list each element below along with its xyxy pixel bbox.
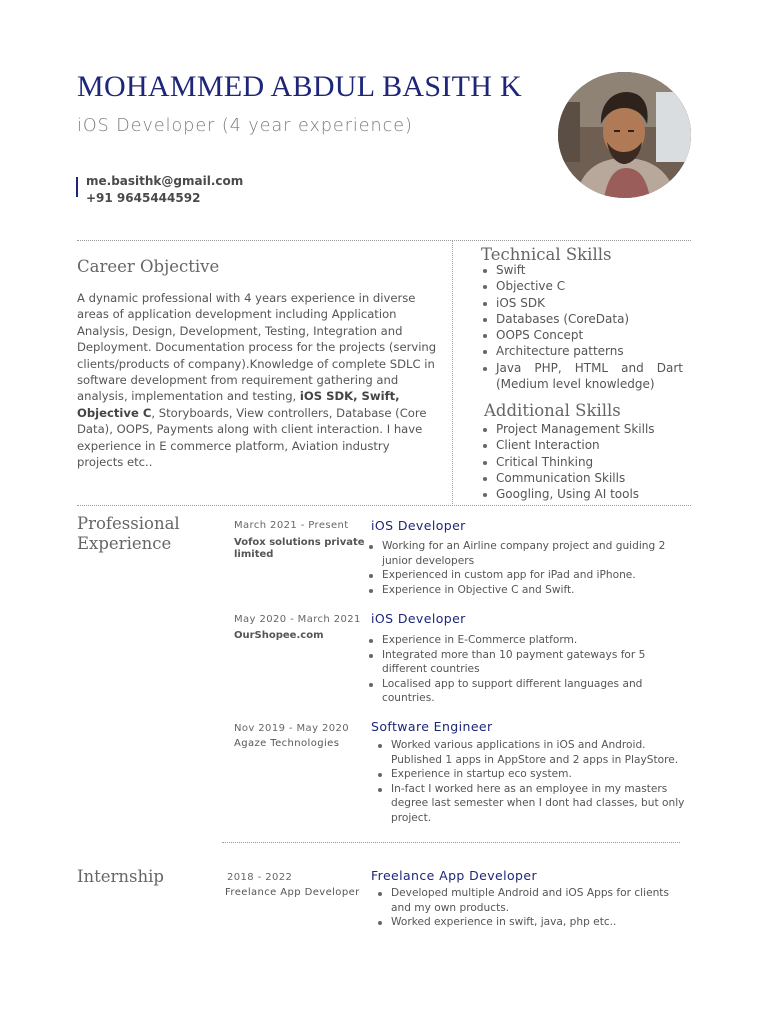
- job-date: Nov 2019 - May 2020: [234, 723, 350, 734]
- contact-accent-bar: [76, 177, 78, 197]
- middle-divider: [77, 505, 691, 506]
- list-item: Communication Skills: [481, 470, 686, 486]
- job-duties: [367, 633, 667, 706]
- list-item: Worked experience in swift, java, php etc..: [376, 915, 692, 930]
- list-item: Critical Thinking: [481, 454, 686, 470]
- phone-text: +91 9645444592: [86, 191, 201, 205]
- profile-photo-image: [558, 72, 691, 198]
- internship-title: Internship: [77, 867, 164, 886]
- list-item: Swift: [481, 262, 683, 278]
- job-date: May 2020 - March 2021: [234, 614, 361, 625]
- contact-block: [86, 173, 243, 207]
- job-company: Agaze Technologies: [234, 738, 340, 749]
- experience-title: Professional Experience: [77, 514, 180, 553]
- internship-date: 2018 - 2022: [227, 872, 293, 883]
- list-item: Client Interaction: [481, 437, 686, 453]
- list-item: Experienced in custom app for iPad and iPhone.: [367, 568, 687, 583]
- job-date: March 2021 - Present: [234, 520, 349, 531]
- list-item: OOPS Concept: [481, 327, 683, 343]
- list-item: Objective C: [481, 278, 683, 294]
- technical-skills-title: Technical Skills: [481, 245, 612, 264]
- technical-skills-list: [481, 262, 683, 392]
- list-item: Experience in Objective C and Swift.: [367, 583, 687, 598]
- job-company: OurShopee.com: [234, 630, 324, 641]
- top-divider: [77, 240, 691, 241]
- internship-divider: [222, 842, 680, 843]
- internship-duties: [376, 886, 692, 930]
- additional-skills-list: [481, 421, 686, 502]
- list-item: Experience in startup eco system.: [376, 767, 696, 782]
- objective-text-bold: iOS SDK, Swift, Objective C: [77, 389, 400, 420]
- list-item: Project Management Skills: [481, 421, 686, 437]
- list-item: Googling, Using AI tools: [481, 486, 686, 502]
- email-text: me.basithk@gmail.com: [86, 174, 244, 188]
- job-role: Software Engineer: [371, 719, 493, 734]
- profile-photo: [558, 72, 691, 198]
- candidate-name: MOHAMMED ABDUL BASITH K: [77, 70, 522, 103]
- job-duties: [376, 738, 696, 825]
- list-item: In-fact I worked here as an employee in my masters degree last semester when I dont had classes, but only project.: [376, 782, 696, 826]
- list-item: iOS SDK: [481, 295, 683, 311]
- additional-skills-title: Additional Skills: [484, 401, 621, 420]
- list-item: Developed multiple Android and iOS Apps for clients and my own products.: [376, 886, 692, 915]
- internship-company: Freelance App Developer: [225, 887, 360, 898]
- job-role: iOS Developer: [371, 611, 466, 626]
- list-item: Integrated more than 10 payment gateways for 5 different countries: [367, 648, 667, 677]
- job-company: Vofox solutions private limited: [234, 537, 365, 560]
- list-item: Worked various applications in iOS and Android. Published 1 apps in AppStore and 2 apps in PlayStore.: [376, 738, 696, 767]
- column-divider: [452, 241, 453, 504]
- career-objective-text: [77, 290, 439, 470]
- list-item: Experience in E-Commerce platform.: [367, 633, 667, 648]
- list-item: Java PHP, HTML and Dart (Medium level knowledge): [481, 360, 683, 393]
- list-item: Localised app to support different languages and countries.: [367, 677, 667, 706]
- job-subtitle: iOS Developer (4 year experience): [77, 116, 413, 136]
- job-role: iOS Developer: [371, 518, 466, 533]
- internship-role: Freelance App Developer: [371, 868, 537, 883]
- job-duties: [367, 539, 687, 597]
- list-item: Databases (CoreData): [481, 311, 683, 327]
- objective-text-part1: A dynamic professional with 4 years experience in diverse areas of application development including Application Analysis, Design, Development, Testing, Integration and Deployment. Documentation process for the projects (serving clients/products of company).Knowledge of complete SDLC in software development from requirement gathering and analysis, implementation and testing,: [77, 291, 437, 404]
- objective-text-part2: , Storyboards, View controllers, Database (Core Data), OOPS, Payments along with client interaction. I have experience in E commerce platform, Aviation industry projects etc..: [77, 405, 427, 470]
- career-objective-title: Career Objective: [77, 257, 220, 276]
- list-item: Architecture patterns: [481, 343, 683, 359]
- list-item: Working for an Airline company project and guiding 2 junior developers: [367, 539, 687, 568]
